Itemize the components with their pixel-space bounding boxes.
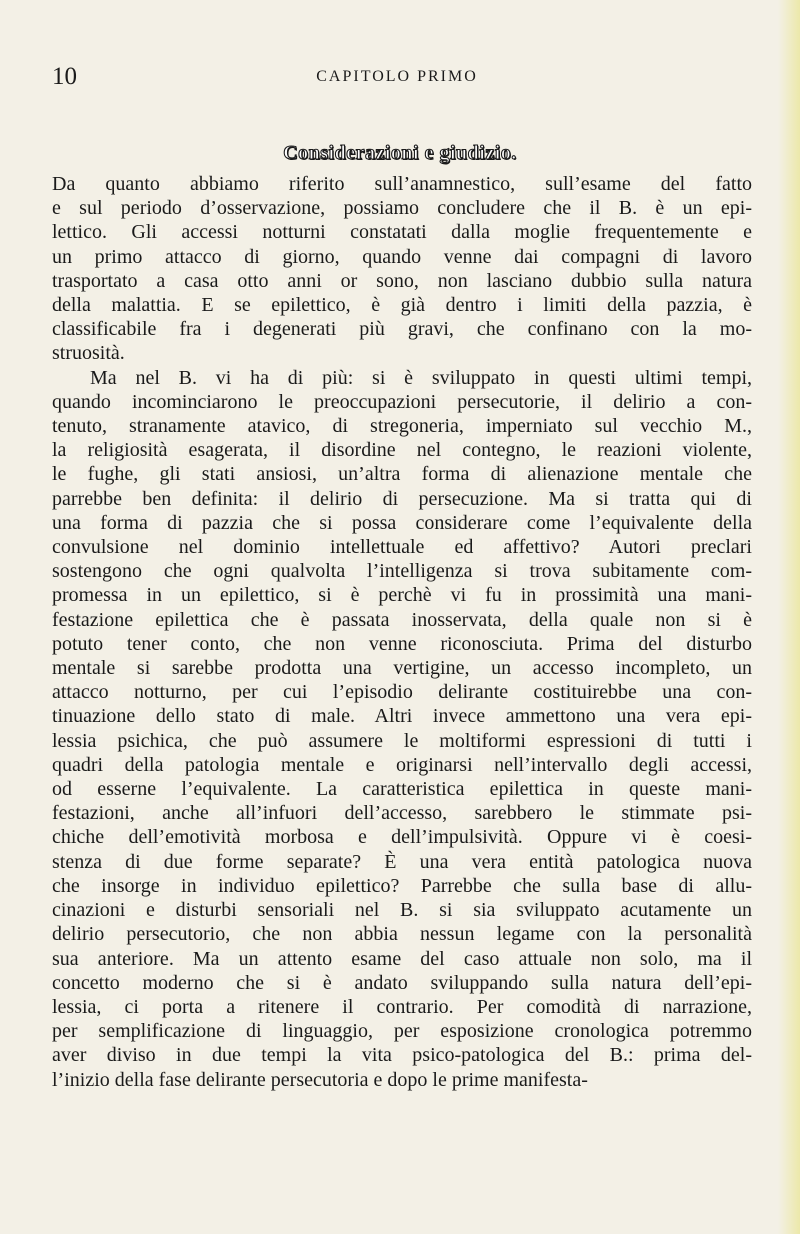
page-edge-shadow xyxy=(778,0,800,1234)
text-line: aver diviso in due tempi la vita psico-patologica del B.: prima del- xyxy=(52,1044,752,1067)
text-line: stenza di due forme separate? È una vera entità patologica nuova xyxy=(52,850,752,873)
text-line: tinuazione dello stato di male. Altri invece ammettono una vera epi- xyxy=(52,705,752,728)
text-line: struosità. xyxy=(52,342,125,365)
text-line: della malattia. E se epilettico, è già dentro i limiti della pazzia, è xyxy=(52,294,752,317)
text-line: tenuto, stranamente atavico, di stregoneria, imperniato sul vecchio M., xyxy=(52,415,752,438)
text-line: l’inizio della fase delirante persecutoria e dopo le prime manifesta- xyxy=(52,1068,588,1091)
paragraph xyxy=(52,172,752,366)
text-line: festazioni, anche all’infuori dell’accesso, sarebbero le stimmate psi- xyxy=(52,802,752,825)
text-line: che insorge in individuo epilettico? Parrebbe che sulla base di allu- xyxy=(52,874,752,897)
text-line: festazione epilettica che è passata inosservata, della quale non si è xyxy=(52,608,752,631)
text-line: od esserne l’equivalente. La caratteristica epilettica in queste mani- xyxy=(52,778,752,801)
text-line: trasportato a casa otto anni or sono, non lasciano dubbio sulla natura xyxy=(52,269,752,292)
running-head xyxy=(52,62,742,92)
text-line: convulsione nel dominio intellettuale ed affettivo? Autori preclari xyxy=(52,536,752,559)
text-line: sua anteriore. Ma un attento esame del caso attuale non solo, ma il xyxy=(52,947,752,970)
text-line: Da quanto abbiamo riferito sull’anamnestico, sull’esame del fatto xyxy=(52,173,752,195)
text-line: cinazioni e disturbi sensoriali nel B. si sia sviluppato acutamente un xyxy=(52,899,752,922)
page-number: 10 xyxy=(52,63,77,90)
text-line: e sul periodo d’osservazione, possiamo concludere che il B. è un epi- xyxy=(52,197,752,220)
text-line: sostengono che ogni qualvolta l’intelligenza si trova subitamente com- xyxy=(52,560,752,583)
text-line: un primo attacco di giorno, quando venne dai compagni di lavoro xyxy=(52,245,752,268)
text-line: una forma di pazzia che si possa considerare come l’equivalente della xyxy=(52,511,752,534)
body-text xyxy=(52,172,752,1092)
text-line: attacco notturno, per cui l’episodio delirante costituirebbe una con- xyxy=(52,681,752,704)
section-heading: Considerazioni e giudizio. xyxy=(283,142,517,164)
text-line: lessia psichica, che può assumere le moltiformi espressioni di tutti i xyxy=(52,729,752,752)
text-line: chiche dell’emotività morbosa e dell’impulsività. Oppure vi è coesi- xyxy=(52,826,752,849)
text-line: mentale si sarebbe prodotta una vertigine, un accesso incompleto, un xyxy=(52,657,752,680)
text-line: per semplificazione di linguaggio, per esposizione cronologica potremmo xyxy=(52,1020,752,1043)
text-line: le fughe, gli stati ansiosi, un’altra forma di alienazione mentale che xyxy=(52,463,752,486)
text-line: lessia, ci porta a ritenere il contrario. Per comodità di narrazione, xyxy=(52,995,752,1018)
text-line: quando incominciarono le preoccupazioni persecutorie, il delirio a con- xyxy=(52,390,752,413)
text-line: Ma nel B. vi ha di più: si è sviluppato in questi ultimi tempi, xyxy=(90,366,752,389)
text-line: la religiosità esagerata, il disordine nel contegno, le reazioni violente, xyxy=(52,439,752,462)
text-line: potuto tener conto, che non venne riconosciuta. Prima del disturbo xyxy=(52,632,752,655)
text-line: classificabile fra i degenerati più gravi, che confinano con la mo- xyxy=(52,318,752,341)
text-line: lettico. Gli accessi notturni constatati dalla moglie frequentemente e xyxy=(52,221,752,244)
chapter-title: CAPITOLO PRIMO xyxy=(316,68,478,85)
text-line: parrebbe ben definita: il delirio di persecuzione. Ma si tratta qui di xyxy=(52,487,752,510)
text-line: concetto moderno che si è andato sviluppando sulla natura dell’epi- xyxy=(52,971,752,994)
text-line: quadri della patologia mentale e originarsi nell’intervallo degli accessi, xyxy=(52,753,752,776)
paragraph xyxy=(52,366,752,1092)
text-line: delirio persecutorio, che non abbia nessun legame con la personalità xyxy=(52,923,752,946)
text-line: promessa in un epilettico, si è perchè vi fu in prossimità una mani- xyxy=(52,584,752,607)
